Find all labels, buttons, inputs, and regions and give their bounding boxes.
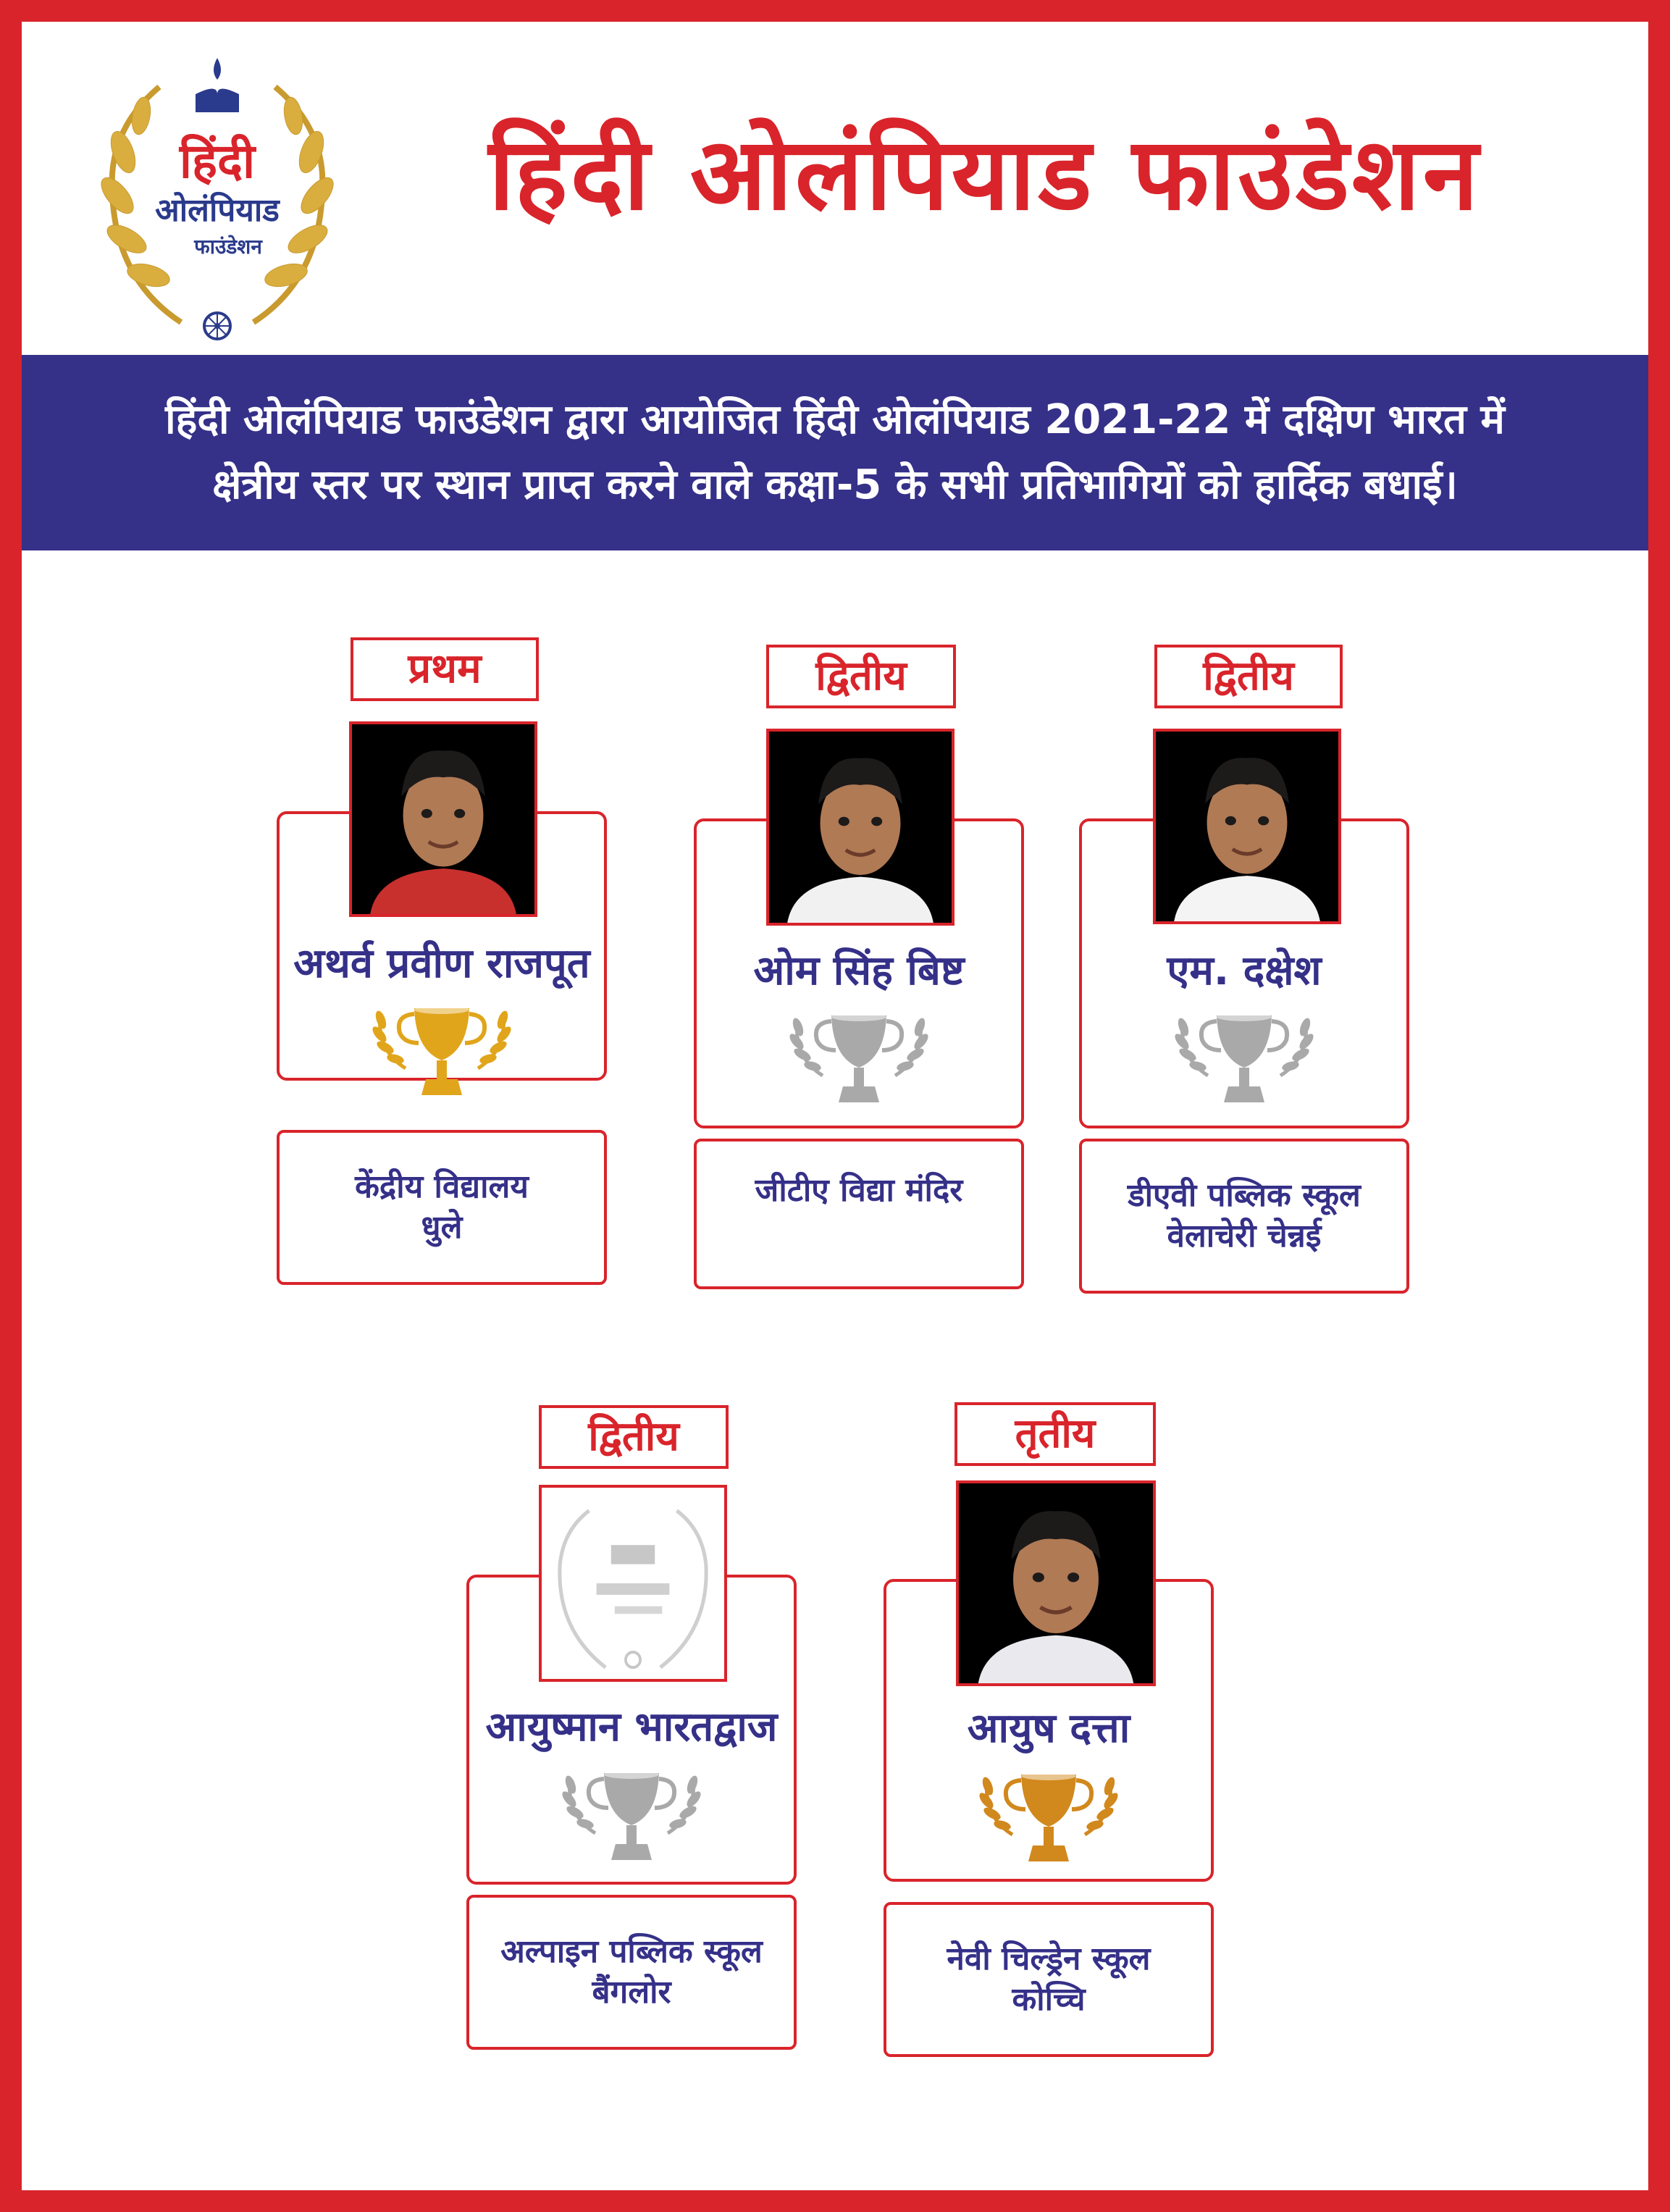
school-city: बैंगलोर — [592, 1974, 671, 2011]
page-title: हिंदी ओलंपियाड फाउंडेशन — [488, 116, 1482, 232]
winner-name: अथर्व प्रवीण राजपूत — [293, 940, 590, 987]
ashoka-chakra-icon — [204, 313, 230, 339]
winner-photo — [956, 1480, 1156, 1686]
foundation-logo — [80, 43, 355, 348]
school-city: धुले — [421, 1209, 463, 1246]
winner-photo — [766, 729, 954, 926]
rank-label: द्वितीय — [539, 1405, 729, 1469]
silver-trophy-icon — [559, 1764, 704, 1866]
placeholder-logo-photo — [539, 1485, 727, 1682]
banner-line-2: क्षेत्रीय स्तर पर स्थान प्राप्त करने वाले कक्षा-5 के सभी प्रतिभागियों को हार्दिक बधाई। — [212, 461, 1458, 508]
logo-text-2: ओलंपियाड — [155, 192, 280, 229]
winner-photo — [349, 721, 537, 917]
rank-label: द्वितीय — [766, 645, 956, 708]
school-name: जीटीए विद्या मंदिर — [755, 1172, 963, 1209]
book-lamp-icon — [196, 58, 239, 112]
silver-trophy-icon — [1172, 1007, 1317, 1108]
school-name: केंद्रीय विद्यालय — [355, 1168, 529, 1205]
winner-name: आयुष दत्ता — [967, 1705, 1130, 1752]
school-box — [277, 1130, 607, 1285]
bronze-trophy-icon — [976, 1766, 1121, 1867]
poster — [22, 22, 1648, 2190]
winner-name: आयुष्मान भारतद्वाज — [485, 1704, 778, 1751]
school-box — [466, 1895, 797, 2050]
school-name: डीएवी पब्लिक स्कूल — [1128, 1177, 1361, 1214]
winner-photo — [1153, 729, 1341, 924]
logo-text-1: हिंदी — [179, 133, 256, 189]
silver-trophy-icon — [786, 1007, 931, 1108]
school-name: अल्पाइन पब्लिक स्कूल — [500, 1933, 763, 1970]
gold-trophy-icon — [369, 1000, 514, 1101]
winner-name: एम. दक्षेश — [1167, 947, 1322, 994]
congratulations-banner — [22, 355, 1648, 550]
school-box — [884, 1902, 1214, 2057]
banner-line-1: हिंदी ओलंपियाड फाउंडेशन द्वारा आयोजित हिंदी ओलंपियाड 2021-22 में दक्षिण भारत में — [165, 396, 1505, 443]
rank-label: प्रथम — [351, 637, 539, 701]
rank-label: तृतीय — [954, 1402, 1156, 1466]
logo-text-3: फाउंडेशन — [194, 235, 262, 259]
school-name: नेवी चिल्ड्रेन स्कूल — [947, 1940, 1151, 1977]
school-box — [694, 1139, 1024, 1289]
winner-name: ओम सिंह बिष्ट — [753, 947, 965, 994]
school-box — [1079, 1139, 1409, 1294]
school-city: कोच्चि — [1012, 1981, 1086, 2018]
school-city: वेलाचेरी चेन्नई — [1167, 1218, 1322, 1254]
rank-label: द्वितीय — [1154, 645, 1343, 708]
